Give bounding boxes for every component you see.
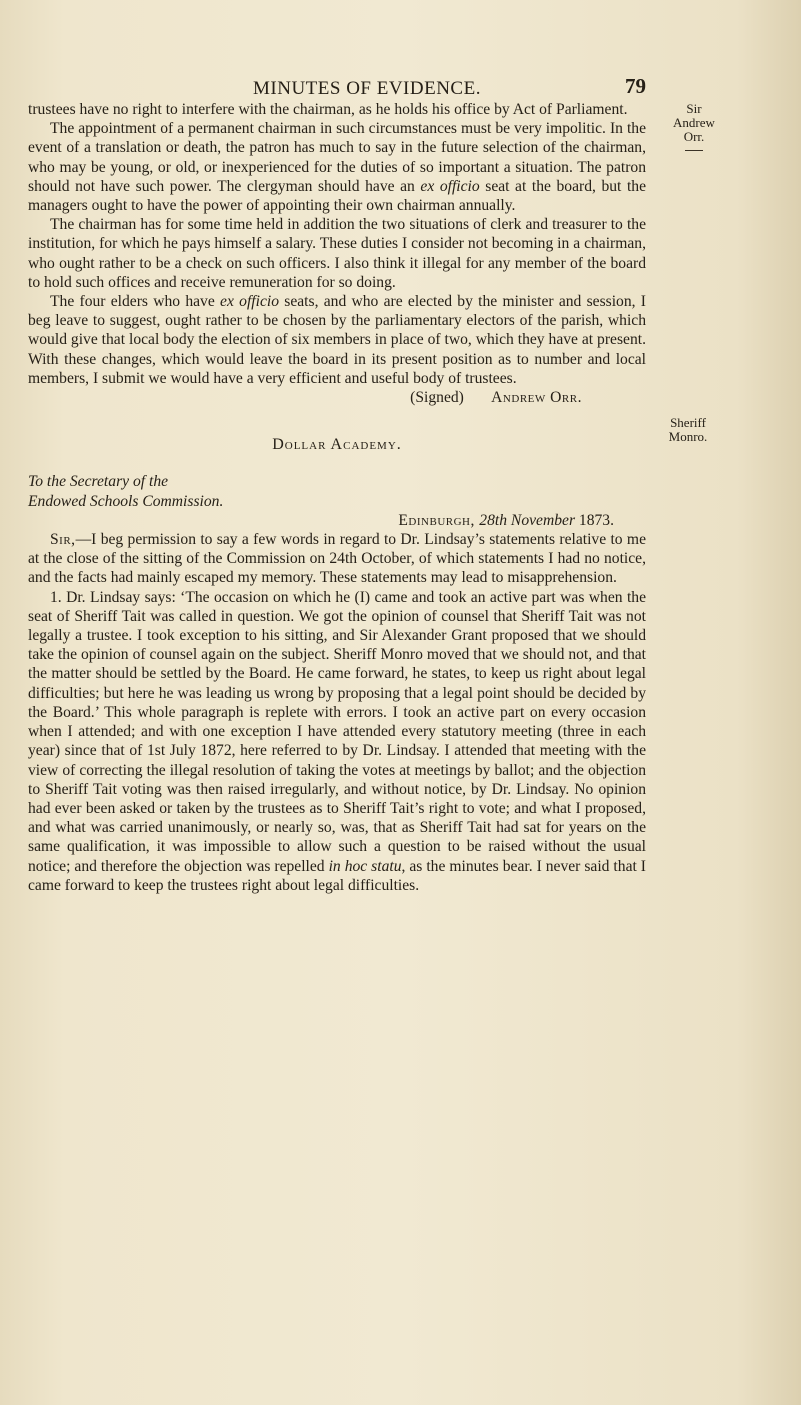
- margin-note-divider: [685, 150, 703, 151]
- paragraph: [28, 588, 646, 895]
- date-day-month: 28th November: [479, 511, 576, 529]
- paragraph-text: , as the minutes bear. I never said that I came forward to keep the trustees right about legal difficulties.: [28, 857, 646, 894]
- running-title: MINUTES OF EVIDENCE.: [253, 78, 481, 99]
- page-number: 79: [625, 74, 646, 98]
- addressee-line: Endowed Schools Commission.: [28, 492, 224, 510]
- paragraph-text: The chairman has for some time held in addition the two situations of clerk and treasurer to the institution, for which he pays himself a salary. These duties I consider not becoming in a chairman, who ought rather to be a check on such officers. I also think it illegal for any member of the board to hold such offices and receive remuneration for so doing.: [28, 216, 646, 291]
- latin-phrase: ex officio: [420, 177, 480, 195]
- latin-phrase: ex officio: [220, 293, 279, 311]
- dateline: [28, 511, 646, 530]
- paragraph-text: seat at the board, but the managers ought to have the power of appointing their own chairman annually.: [28, 177, 646, 215]
- paragraph: [28, 530, 646, 588]
- paragraph: [28, 100, 646, 119]
- margin-note-line: Orr.: [683, 129, 705, 144]
- signed-label: (Signed): [410, 389, 464, 407]
- margin-note-line: Andrew: [673, 115, 715, 130]
- paragraph: [28, 119, 646, 215]
- addressee-line: To the Secretary of the: [28, 473, 169, 491]
- salutation: Sir,: [50, 531, 76, 549]
- signatory-name: Andrew Orr.: [491, 389, 582, 407]
- latin-phrase: in hoc statu: [328, 857, 402, 875]
- page-header: [0, 72, 801, 100]
- paragraph: [28, 292, 646, 388]
- margin-note-line: Sheriff: [670, 415, 706, 430]
- paragraph-text: 1. Dr. Lindsay says: ‘The occasion on which he (I) came and took an active part was when the seat of Sheriff Tait was called in question. We got the opinion of counsel that Sheriff Tait was not legally a trustee. I took exception to his sitting, and Sir Alexander Grant proposed that we should take the opinion of counsel again on the subject. Sheriff Monro moved that we should not, and that the matter should be settled by the Board. He came forward, he states, to keep us right about legal difficulties; but here he was leading us wrong by proposing that a legal point should be decided by the Board.’ This whole paragraph is replete with errors. I took an active part on every occasion when I attended; and with one exception I have attended every statutory meeting (three in each year) since that of 1st July 1872, here referred to by Dr. Lindsay. I attended that meeting with the view of correcting the illegal resolution of taking the votes at meetings by ballot; and the objection to Sheriff Tait voting was then raised irregularly, and without notice, by Dr. Lindsay. No opinion had ever been asked or taken by the trustees as to Sheriff Tait’s right to vote; and what I proposed, and what was carried unanimously, or nearly so, was, that as Sheriff Tait had sat for years on the same qualification, it was impossible to allow such a question to be raised without the usual notice; and therefore the objection was repelled: [28, 588, 646, 875]
- date-year: 1873.: [575, 511, 614, 529]
- margin-note-andrew-orr: [664, 102, 724, 151]
- margin-note-sheriff-monro: [658, 416, 718, 444]
- body-text: [28, 100, 646, 895]
- paragraph-text: —I beg permission to say a few words in regard to Dr. Lindsay’s statements relative to me at the close of the sitting of the Commission on 24th October, of which statements I had no notice, and the facts had mainly escaped my memory. These statements may lead to misapprehension.: [28, 531, 646, 587]
- paragraph-text: The appointment of a permanent chairman in such circumstances must be very impolitic. In the event of a translation or death, the patron has much to say in the future selection of the chairman, who may be young, or old, or inexperienced for the duties of so important a situation. The patron should not have such power. The clergyman should have an: [28, 120, 646, 195]
- margin-note-line: Monro.: [668, 429, 708, 444]
- date-place: Edinburgh,: [398, 511, 480, 529]
- signature-line: [28, 388, 646, 407]
- paragraph-text: trustees have no right to interfere with the chairman, as he holds his office by Act of Parliament.: [28, 101, 628, 118]
- paragraph-text: The four elders who have: [50, 293, 221, 311]
- margin-note-line: Sir: [686, 101, 702, 116]
- paragraph-text: seats, and who are elected by the minister and session, I beg leave to suggest, ought rather to be chosen by the parliamentary electors of the parish, which would give that local body the election of six members in place of two, which they have at present. With these changes, which would leave the board in its present position as to number and local members, I submit we would have a very efficient and useful body of trustees.: [28, 293, 646, 387]
- paragraph: [28, 215, 646, 292]
- section-heading: Dollar Academy.: [272, 436, 402, 454]
